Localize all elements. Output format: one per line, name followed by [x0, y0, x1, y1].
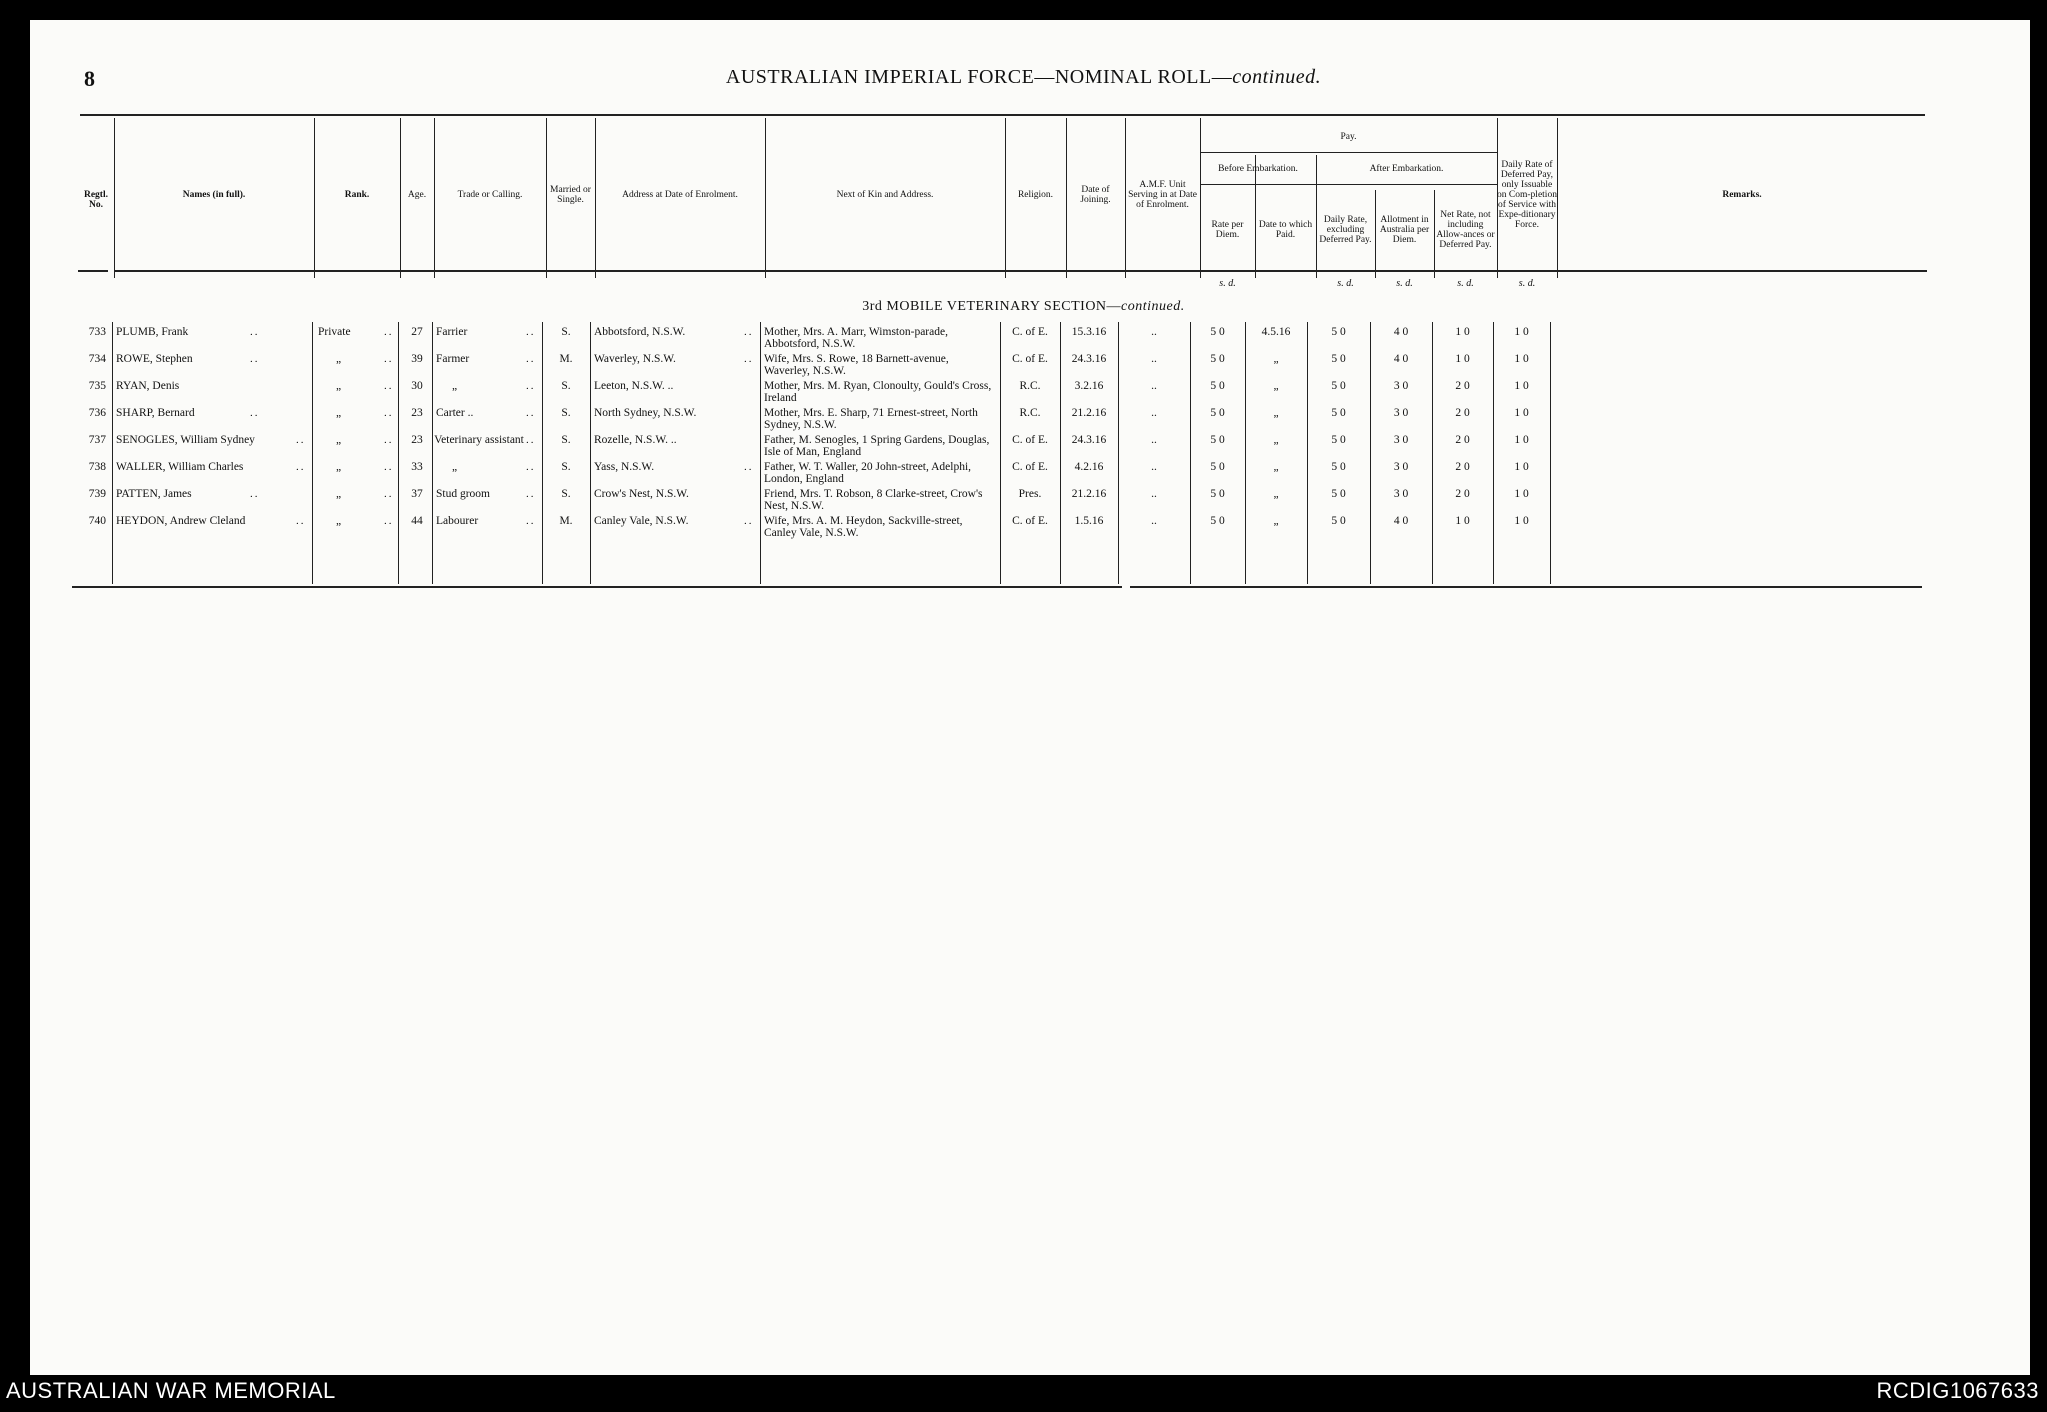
- pay-group-rule: [1200, 152, 1497, 153]
- religion: C. of E.: [1012, 326, 1048, 338]
- next-of-kin: Wife, Mrs. A. M. Heydon, Sackville-street, Canley Vale, N.S.W.: [764, 515, 963, 539]
- amf-unit: ..: [1151, 488, 1157, 500]
- rate-per-diem: 5 0: [1210, 380, 1225, 392]
- address: Canley Vale, N.S.W.: [594, 515, 689, 527]
- amf-unit: ..: [1151, 515, 1157, 527]
- header-allotment: Allotment in Australia per Diem.: [1379, 215, 1430, 245]
- header-religion: Religion.: [1017, 190, 1054, 200]
- rate-per-diem: 5 0: [1210, 353, 1225, 365]
- soldier-name: HEYDON, Andrew Cleland: [116, 515, 246, 527]
- page-number: 8: [84, 66, 95, 91]
- table-row: 735 RYAN, Denis „ .. 30 „ .. S. Leeton, N.S.W. .. Mother, Mrs. M. Ryan, Clonoulty, Gould's Cross, Ireland R.C. 3.2.16 .. 5 0 „ 5 0 3 0 2 0 1 0: [0, 380, 2047, 407]
- header-address: Address at Date of Enrolment.: [622, 190, 738, 200]
- address: Leeton, N.S.W. ..: [594, 380, 674, 392]
- age: 39: [411, 353, 423, 365]
- date-paid: „: [1273, 380, 1279, 392]
- table-row: 737 SENOGLES, William Sydney .. „ .. 23 Veterinary assistant .. S. Rozelle, N.S.W. .. Father, M. Senogles, 1 Spring Gardens, Douglas, Isle of Man, England C. of E. 24.3.16 .. 5 0 „ 5 0 3 0 2 0 1 0: [0, 434, 2047, 461]
- married: M.: [559, 515, 573, 527]
- date-joining: 24.3.16: [1071, 353, 1107, 365]
- next-of-kin: Mother, Mrs. E. Sharp, 71 Ernest-street, North Sydney, N.S.W.: [764, 407, 978, 431]
- after-embarkation-rule: [1316, 184, 1497, 185]
- address: Abbotsford, N.S.W.: [594, 326, 686, 338]
- regtl-no: 738: [88, 461, 106, 473]
- trade: Farmer: [436, 353, 470, 365]
- unit-label: s. d.: [1219, 278, 1236, 289]
- date-joining: 24.3.16: [1071, 434, 1107, 446]
- amf-unit: ..: [1151, 353, 1157, 365]
- unit-label: s. d.: [1457, 278, 1474, 289]
- header-date-to-which-paid: Date to which Paid.: [1258, 220, 1313, 240]
- amf-unit: ..: [1151, 326, 1157, 338]
- married: S.: [561, 488, 571, 500]
- deferred-pay: 1 0: [1514, 515, 1529, 527]
- before-embarkation-rule: [1200, 184, 1316, 185]
- date-paid: „: [1273, 407, 1279, 419]
- trade: Labourer: [436, 515, 479, 527]
- daily-rate: 5 0: [1331, 380, 1346, 392]
- header-rule: [78, 270, 108, 272]
- rank: „: [336, 515, 342, 527]
- allotment: 3 0: [1393, 434, 1409, 446]
- amf-unit: ..: [1151, 380, 1157, 392]
- header-before-embarkation: Before Embarkation.: [1218, 164, 1298, 174]
- soldier-name: SHARP, Bernard: [116, 407, 195, 419]
- rate-per-diem: 5 0: [1210, 461, 1225, 473]
- header-net-rate: Net Rate, not including Allow-ances or Deferred Pay.: [1436, 210, 1495, 250]
- regtl-no: 736: [88, 407, 106, 419]
- footer-archive-name: AUSTRALIAN WAR MEMORIAL: [6, 1378, 336, 1403]
- amf-unit: ..: [1151, 461, 1157, 473]
- soldier-name: RYAN, Denis: [116, 380, 180, 392]
- header-date-joining: Date of Joining.: [1080, 185, 1111, 205]
- daily-rate: 5 0: [1331, 461, 1346, 473]
- header-trade: Trade or Calling.: [457, 190, 523, 200]
- allotment: 4 0: [1393, 326, 1409, 338]
- married: S.: [561, 461, 571, 473]
- rank: „: [336, 461, 342, 473]
- next-of-kin: Father, W. T. Waller, 20 John-street, Adelphi, London, England: [764, 461, 972, 485]
- header-rank: Rank.: [344, 190, 370, 200]
- daily-rate: 5 0: [1331, 434, 1346, 446]
- date-paid: 4.5.16: [1261, 326, 1291, 338]
- date-joining: 21.2.16: [1071, 488, 1107, 500]
- deferred-pay: 1 0: [1514, 461, 1529, 473]
- footer-record-id: RCDIG1067633: [1876, 1378, 2039, 1403]
- address: Rozelle, N.S.W. ..: [594, 434, 677, 446]
- amf-unit: ..: [1151, 434, 1157, 446]
- deferred-pay: 1 0: [1514, 353, 1529, 365]
- net-rate: 1 0: [1455, 326, 1470, 338]
- table-row: 738 WALLER, William Charles .. „ .. 33 „ .. S. Yass, N.S.W. .. Father, W. T. Waller, 20 John-street, Adelphi, London, England C. of E. 4.2.16 .. 5 0 „ 5 0 3 0 2 0 1 0: [0, 461, 2047, 488]
- top-rule: [80, 114, 1925, 116]
- header-daily-rate: Daily Rate, excluding Deferred Pay.: [1319, 215, 1372, 245]
- allotment: 3 0: [1393, 407, 1409, 419]
- religion: Pres.: [1018, 488, 1042, 500]
- bottom-rule: [72, 586, 1122, 588]
- religion: R.C.: [1019, 380, 1041, 392]
- religion: R.C.: [1019, 407, 1041, 419]
- header-rule: [114, 270, 1927, 272]
- trade: „: [452, 380, 458, 392]
- married: S.: [561, 407, 571, 419]
- unit-label: s. d.: [1396, 278, 1413, 289]
- date-joining: 4.2.16: [1074, 461, 1104, 473]
- soldier-name: SENOGLES, William Sydney: [116, 434, 255, 446]
- net-rate: 2 0: [1455, 407, 1470, 419]
- net-rate: 2 0: [1455, 461, 1470, 473]
- section-title: 3rd MOBILE VETERINARY SECTION—continued.: [862, 299, 1185, 314]
- page-title: AUSTRALIAN IMPERIAL FORCE—NOMINAL ROLL—continued.: [725, 66, 1322, 88]
- address: Waverley, N.S.W.: [594, 353, 676, 365]
- soldier-name: WALLER, William Charles: [116, 461, 244, 473]
- next-of-kin: Friend, Mrs. T. Robson, 8 Clarke-street, Crow's Nest, N.S.W.: [764, 488, 983, 512]
- net-rate: 2 0: [1455, 488, 1470, 500]
- religion: C. of E.: [1012, 353, 1048, 365]
- deferred-pay: 1 0: [1514, 380, 1529, 392]
- trade: Carter ..: [436, 407, 474, 419]
- regtl-no: 733: [88, 326, 106, 338]
- regtl-no: 739: [88, 488, 106, 500]
- regtl-no: 740: [88, 515, 106, 527]
- header-married: Married or Single.: [550, 185, 591, 205]
- deferred-pay: 1 0: [1514, 434, 1529, 446]
- header-age: Age.: [407, 190, 427, 200]
- rank: Private: [318, 326, 351, 338]
- age: 30: [411, 380, 423, 392]
- table-row: 736 SHARP, Bernard .. „ .. 23 Carter .. .. S. North Sydney, N.S.W. Mother, Mrs. E. Sharp, 71 Ernest-street, North Sydney, N.S.W. R.C. 21.2.16 .. 5 0 „ 5 0 3 0 2 0 1 0: [0, 407, 2047, 434]
- married: M.: [559, 353, 573, 365]
- rate-per-diem: 5 0: [1210, 326, 1225, 338]
- rate-per-diem: 5 0: [1210, 488, 1225, 500]
- regtl-no: 734: [88, 353, 106, 365]
- table-row: 734 ROWE, Stephen .. „ .. 39 Farmer .. M. Waverley, N.S.W. .. Wife, Mrs. S. Rowe, 18 Barnett-avenue, Waverley, N.S.W. C. of E. 24.3.16 .. 5 0 „ 5 0 4 0 1 0 1 0: [0, 353, 2047, 380]
- deferred-pay: 1 0: [1514, 326, 1529, 338]
- next-of-kin: Mother, Mrs. A. Marr, Wimston-parade, Abbotsford, N.S.W.: [764, 326, 948, 350]
- next-of-kin: Mother, Mrs. M. Ryan, Clonoulty, Gould's Cross, Ireland: [764, 380, 992, 404]
- daily-rate: 5 0: [1331, 407, 1346, 419]
- date-paid: „: [1273, 434, 1279, 446]
- soldier-name: PLUMB, Frank: [116, 326, 189, 338]
- deferred-pay: 1 0: [1514, 488, 1529, 500]
- date-joining: 15.3.16: [1071, 326, 1107, 338]
- daily-rate: 5 0: [1331, 488, 1346, 500]
- regtl-no: 737: [88, 434, 106, 446]
- date-paid: „: [1273, 488, 1279, 500]
- table-row: 733 PLUMB, Frank .. Private .. 27 Farrier .. S. Abbotsford, N.S.W. .. Mother, Mrs. A. Marr, Wimston-parade, Abbotsford, N.S.W. C. of E. 15.3.16 .. 5 0 4.5.16 5 0 4 0 1 0 1 0: [0, 326, 2047, 353]
- rank: „: [336, 434, 342, 446]
- deferred-pay: 1 0: [1514, 407, 1529, 419]
- header-pay: Pay.: [1340, 132, 1357, 142]
- rate-per-diem: 5 0: [1210, 407, 1225, 419]
- daily-rate: 5 0: [1331, 353, 1346, 365]
- trade: Stud groom: [436, 488, 490, 500]
- rank: „: [336, 407, 342, 419]
- header-after-embarkation: After Embarkation.: [1369, 164, 1444, 174]
- age: 23: [411, 407, 423, 419]
- date-paid: „: [1273, 353, 1279, 365]
- trade: Veterinary assistant: [434, 434, 524, 446]
- date-joining: 3.2.16: [1074, 380, 1104, 392]
- religion: C. of E.: [1012, 461, 1048, 473]
- daily-rate: 5 0: [1331, 326, 1346, 338]
- allotment: 3 0: [1393, 461, 1409, 473]
- header-remarks: Remarks.: [1722, 190, 1762, 200]
- table-row: 740 HEYDON, Andrew Cleland .. „ .. 44 Labourer .. M. Canley Vale, N.S.W. .. Wife, Mrs. A. M. Heydon, Sackville-street, Canley Vale, N.S.W. C. of E. 1.5.16 .. 5 0 „ 5 0 4 0 1 0 1 0: [0, 515, 2047, 542]
- header-amf-unit: A.M.F. Unit Serving in at Date of Enrolment.: [1128, 180, 1197, 210]
- amf-unit: ..: [1151, 407, 1157, 419]
- net-rate: 2 0: [1455, 380, 1470, 392]
- married: S.: [561, 326, 571, 338]
- date-joining: 21.2.16: [1071, 407, 1107, 419]
- header-names: Names (in full).: [182, 190, 246, 200]
- unit-label: s. d.: [1518, 278, 1536, 289]
- age: 23: [411, 434, 423, 446]
- document-page: [30, 20, 2030, 1375]
- net-rate: 1 0: [1455, 353, 1470, 365]
- address: North Sydney, N.S.W.: [594, 407, 697, 419]
- allotment: 3 0: [1393, 380, 1409, 392]
- soldier-name: ROWE, Stephen: [116, 353, 193, 365]
- allotment: 4 0: [1393, 353, 1409, 365]
- trade: Farrier: [436, 326, 468, 338]
- header-rate-per-diem: Rate per Diem.: [1211, 220, 1244, 240]
- date-joining: 1.5.16: [1074, 515, 1104, 527]
- soldier-name: PATTEN, James: [116, 488, 192, 500]
- allotment: 3 0: [1393, 488, 1409, 500]
- rate-per-diem: 5 0: [1210, 515, 1225, 527]
- regtl-no: 735: [88, 380, 106, 392]
- daily-rate: 5 0: [1331, 515, 1346, 527]
- age: 33: [411, 461, 423, 473]
- age: 44: [411, 515, 423, 527]
- header-deferred-pay: Daily Rate of Deferred Pay, only Issuable on Com-pletion of Service with Expe-ditionary Force.: [1497, 160, 1557, 230]
- date-paid: „: [1273, 461, 1279, 473]
- unit-label: s. d.: [1337, 278, 1354, 289]
- net-rate: 2 0: [1455, 434, 1470, 446]
- married: S.: [561, 434, 571, 446]
- rank: „: [336, 353, 342, 365]
- date-paid: „: [1273, 515, 1279, 527]
- rank: „: [336, 488, 342, 500]
- bottom-rule: [1130, 586, 1922, 588]
- religion: C. of E.: [1012, 515, 1048, 527]
- table-row: 739 PATTEN, James .. „ .. 37 Stud groom .. S. Crow's Nest, N.S.W. Friend, Mrs. T. Robson, 8 Clarke-street, Crow's Nest, N.S.W. Pres. 21.2.16 .. 5 0 „ 5 0 3 0 2 0 1 0: [0, 488, 2047, 515]
- header-next-of-kin: Next of Kin and Address.: [836, 190, 934, 200]
- age: 27: [411, 326, 423, 338]
- rate-per-diem: 5 0: [1210, 434, 1225, 446]
- trade: „: [452, 461, 458, 473]
- allotment: 4 0: [1393, 515, 1409, 527]
- next-of-kin: Wife, Mrs. S. Rowe, 18 Barnett-avenue, Waverley, N.S.W.: [764, 353, 949, 377]
- rank: „: [336, 380, 342, 392]
- married: S.: [561, 380, 571, 392]
- next-of-kin: Father, M. Senogles, 1 Spring Gardens, Douglas, Isle of Man, England: [764, 434, 990, 458]
- net-rate: 1 0: [1455, 515, 1470, 527]
- address: Crow's Nest, N.S.W.: [594, 488, 689, 500]
- header-regtl-no: Regtl. No.: [83, 190, 108, 210]
- religion: C. of E.: [1012, 434, 1048, 446]
- age: 37: [411, 488, 423, 500]
- address: Yass, N.S.W.: [594, 461, 655, 473]
